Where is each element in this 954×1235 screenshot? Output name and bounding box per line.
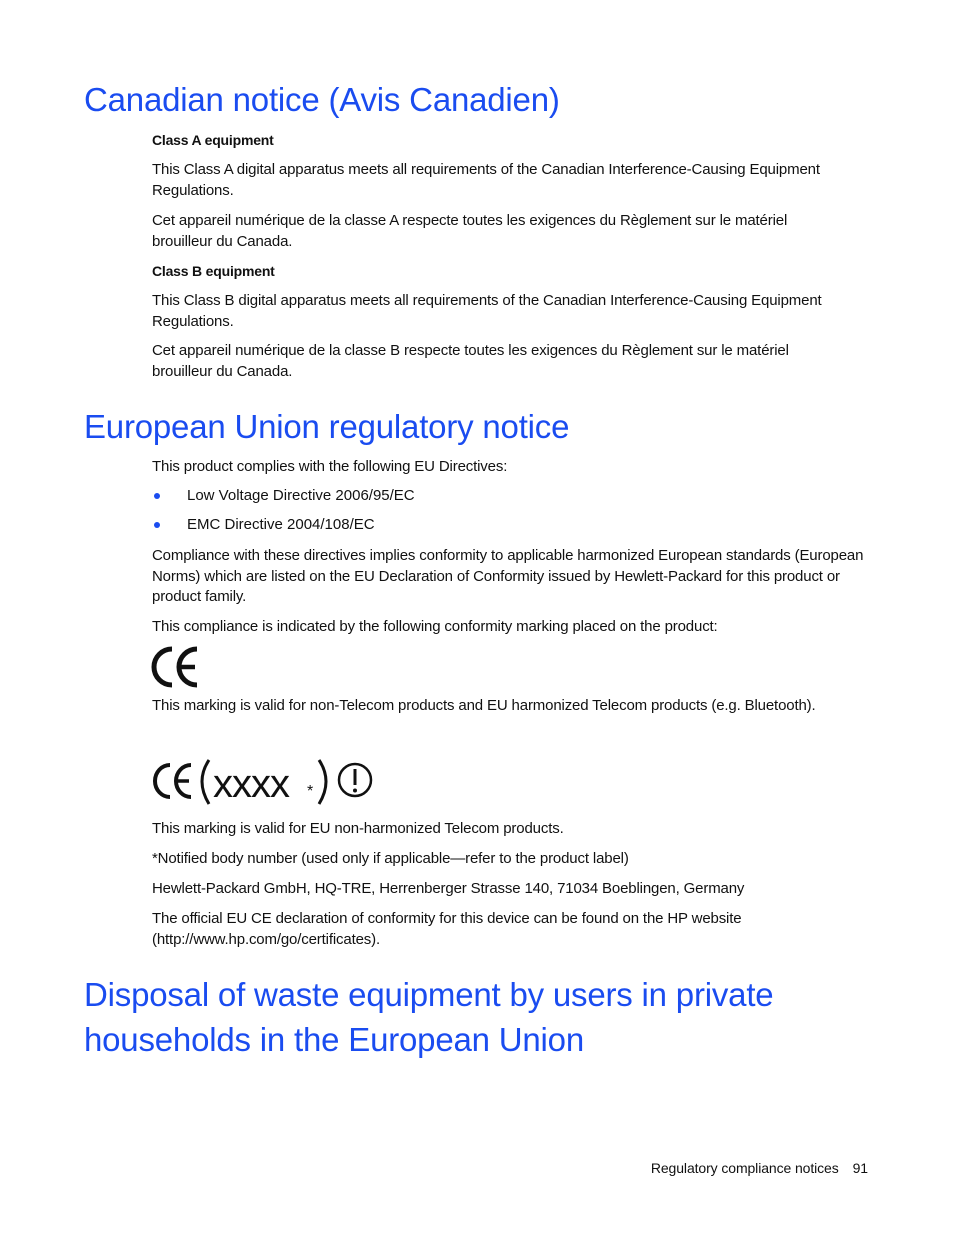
notified-body-footnote: *Notified body number (used only if applicable—refer to the product label) — [152, 850, 629, 867]
eu-directives-list — [152, 486, 415, 544]
ce-mark-icon — [151, 645, 203, 689]
class-a-french-text: Cet appareil numérique de la classe A respecte toutes les exigences du Règlement sur le matériel brouilleur du Canada. — [152, 212, 788, 250]
eu-compliance-text: Compliance with these directives implies conformity to applicable harmonized European standards (European Norms) which are listed on the EU Declaration of Conformity issued by Hewlett-Packard for this product or product family. — [152, 547, 864, 605]
class-a-english-text: This Class A digital apparatus meets all requirements of the Canadian Interference-Causing Equipment Regulations. — [152, 161, 820, 199]
notified-body-number-placeholder: xxxx — [213, 762, 289, 806]
class-b-english-text: This Class B digital apparatus meets all requirements of the Canadian Interference-Causing Equipment Regulations. — [152, 292, 822, 330]
directive-label: EMC Directive 2004/108/EC — [187, 516, 375, 533]
class-b-heading: Class B equipment — [152, 263, 275, 279]
ce-xxxx-mark-note: This marking is valid for EU non-harmonized Telecom products. — [152, 820, 564, 837]
list-item — [152, 515, 415, 544]
eu-marking-intro: This compliance is indicated by the following conformity marking placed on the product: — [152, 618, 718, 635]
canadian-notice-heading: Canadian notice (Avis Canadien) — [84, 81, 560, 118]
directive-label: Low Voltage Directive 2006/95/EC — [187, 487, 415, 504]
page-number: 91 — [852, 1160, 868, 1176]
footer-section-label: Regulatory compliance notices — [650, 1160, 839, 1176]
page-footer — [651, 1159, 868, 1177]
bullet-icon — [154, 493, 160, 499]
ce-mark-note: This marking is valid for non-Telecom products and EU harmonized Telecom products (e.g. Bluetooth). — [152, 697, 816, 714]
eu-directives-intro: This product complies with the following EU Directives: — [152, 458, 508, 475]
notified-body-asterisk: * — [307, 783, 314, 800]
waste-disposal-heading: Disposal of waste equipment by users in private households in the European Union — [84, 976, 774, 1058]
eu-declaration-text: The official EU CE declaration of conformity for this device can be found on the HP website (http://www.hp.com/go/certificates). — [152, 910, 742, 948]
class-b-french-text: Cet appareil numérique de la classe B respecte toutes les exigences du Règlement sur le matériel brouilleur du Canada. — [152, 342, 789, 380]
eu-notice-heading: European Union regulatory notice — [84, 408, 570, 445]
ce-notified-body-mark-icon — [151, 758, 377, 808]
hp-address: Hewlett-Packard GmbH, HQ-TRE, Herrenberger Strasse 140, 71034 Boeblingen, Germany — [152, 880, 745, 897]
list-item — [152, 486, 415, 515]
bullet-icon — [154, 522, 160, 528]
class-a-heading: Class A equipment — [152, 132, 274, 148]
